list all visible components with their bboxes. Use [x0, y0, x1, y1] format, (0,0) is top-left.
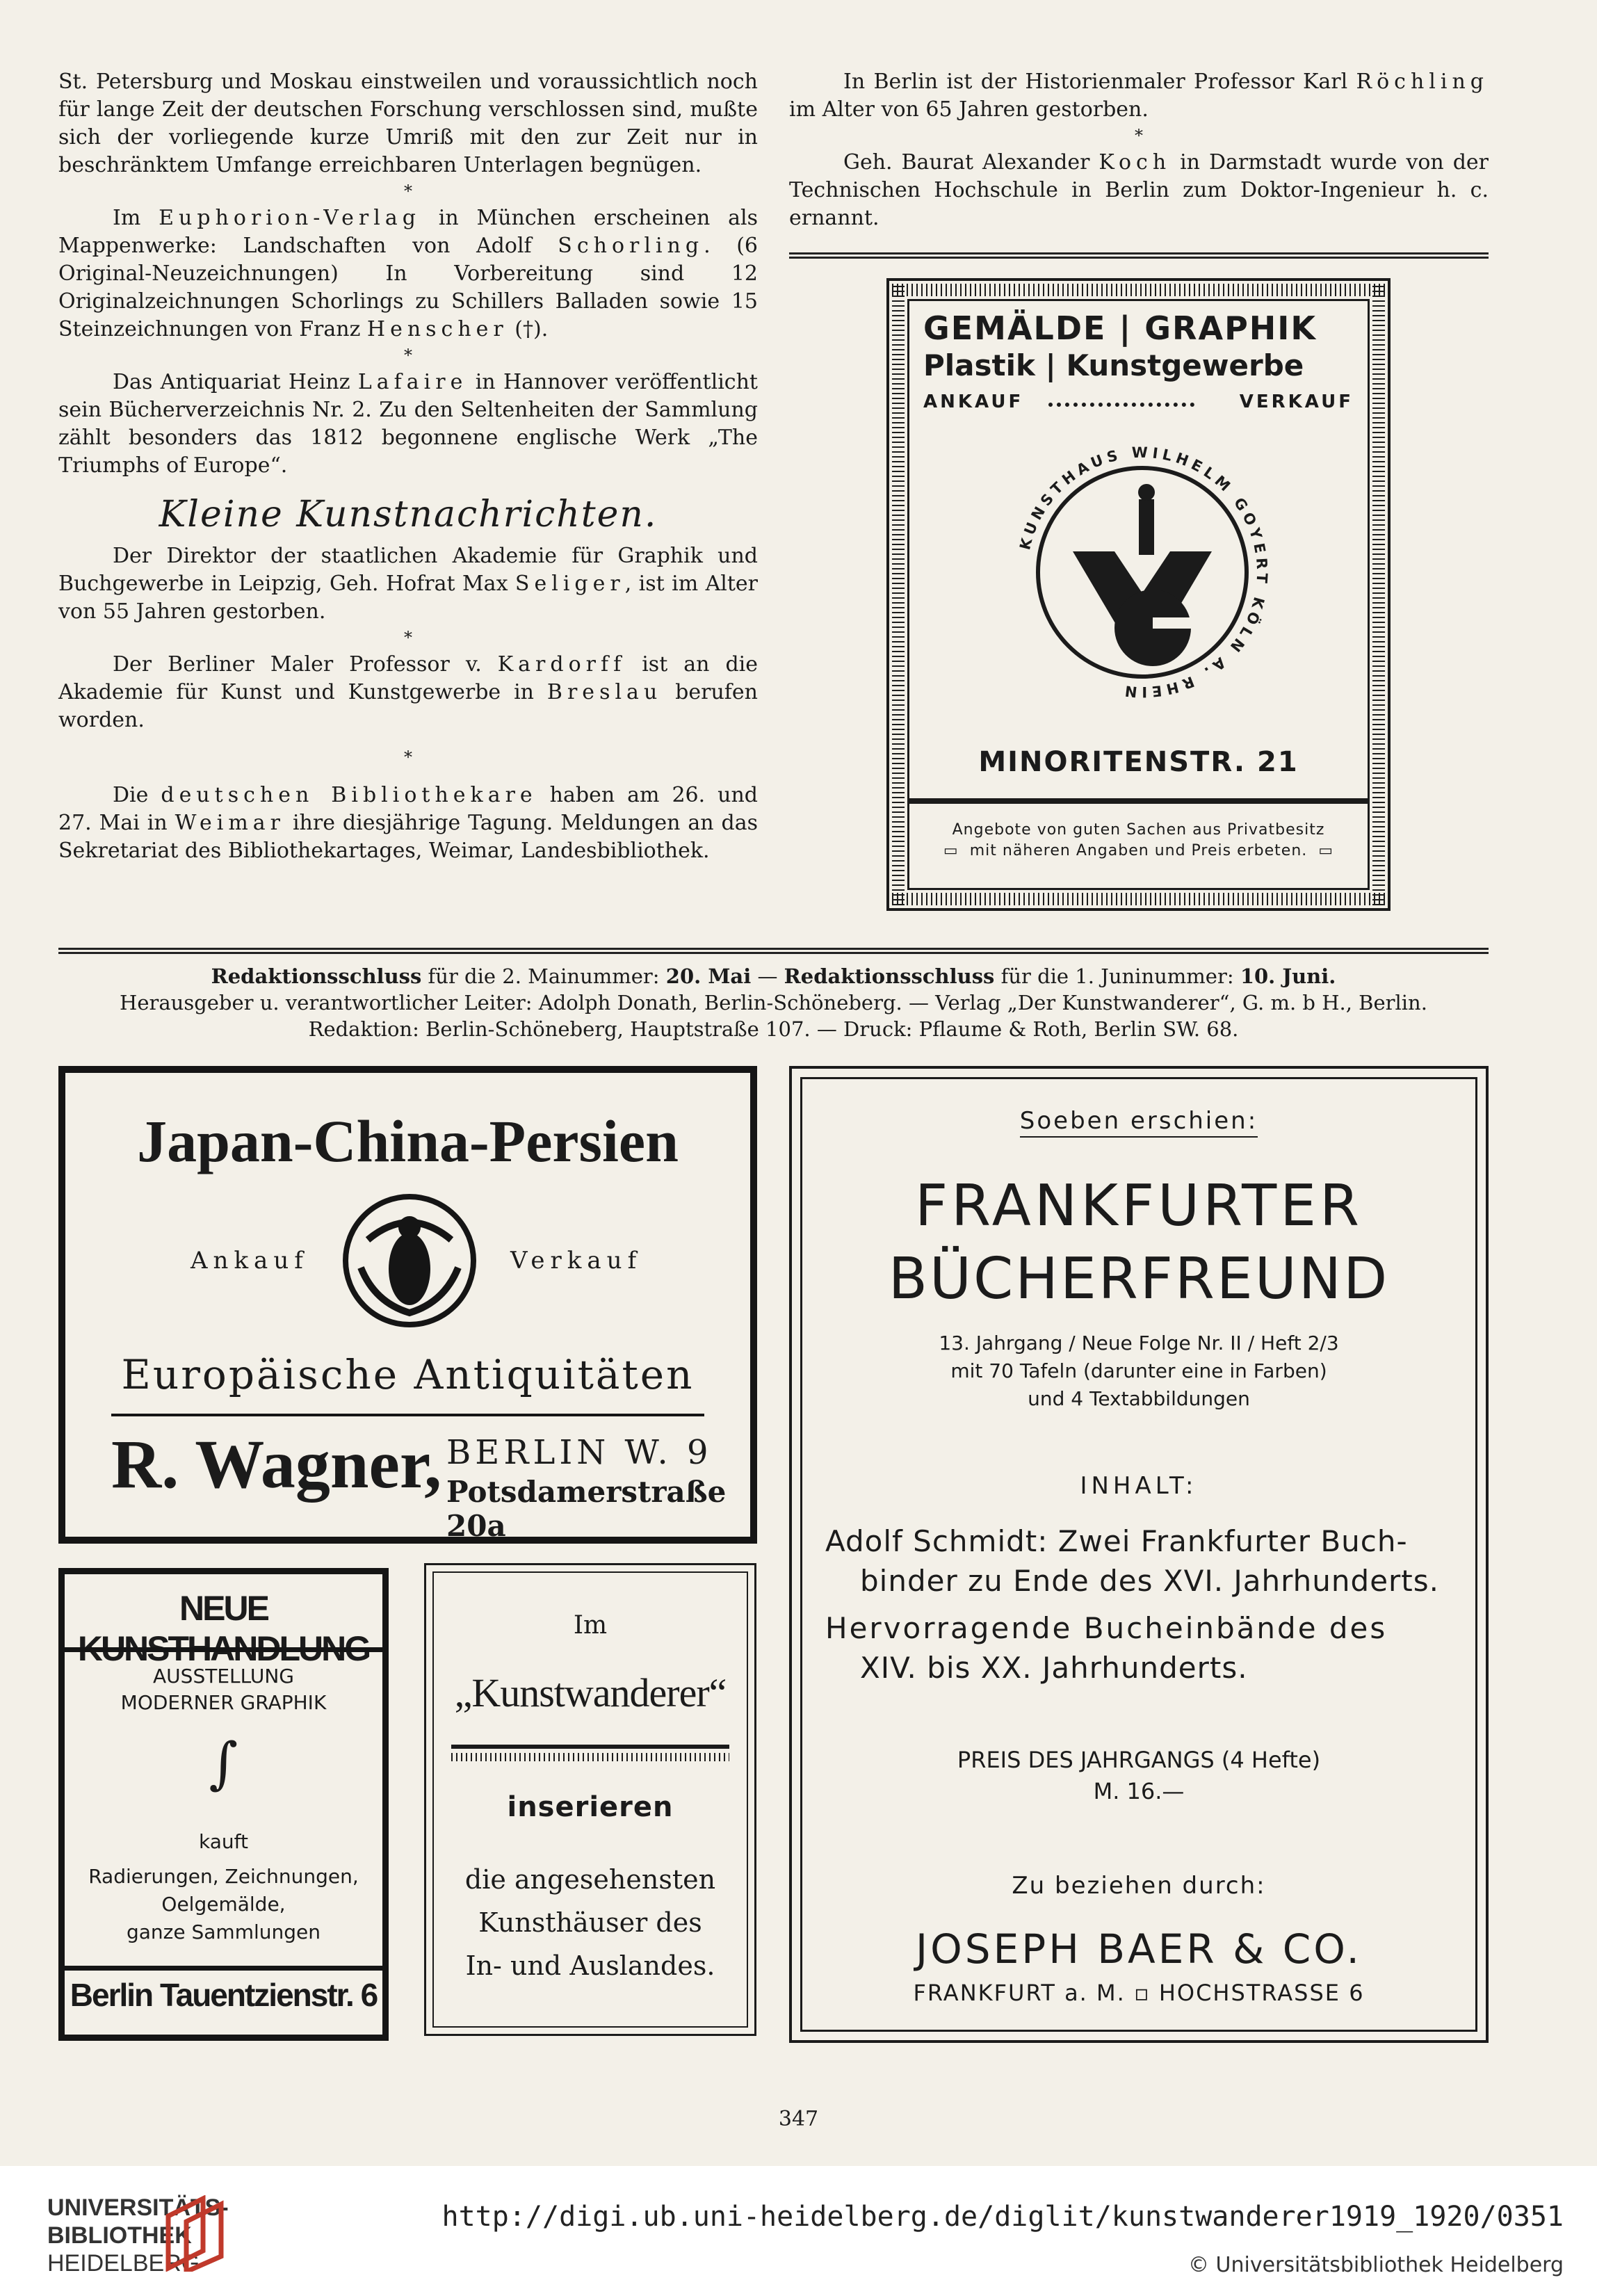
copyright: © Universitätsbibliothek Heidelberg	[1187, 2253, 1564, 2277]
ad-ff-bezug: Zu beziehen durch:	[1012, 1872, 1266, 1900]
page-number: 347	[778, 2107, 819, 2131]
ad-ff-price2: M. 16.—	[1093, 1778, 1185, 1804]
ad-ff-title1: FRANKFURTER	[914, 1173, 1363, 1239]
column-rule	[789, 252, 1489, 259]
paragraph: Der Direktor der staatlichen Akademie für Graphik und Buchgewerbe in Leipzig, Geh. Hofrat Max Seliger, ist im Alter von 55 Jahren gestorben.	[58, 544, 758, 624]
library-name-2: BIBLIOTHEK	[47, 2222, 192, 2249]
ad-wagner	[58, 1066, 757, 1544]
ad-kw-hatch	[451, 1753, 729, 1761]
ad-neue-rule-top	[65, 1647, 382, 1652]
ad-ff-inhalt: INHALT:	[1080, 1472, 1198, 1500]
ad-neue-kauft: kauft	[199, 1830, 248, 1853]
notice-rule	[58, 948, 1489, 954]
paragraph: Geh. Baurat Alexander Koch in Darmstadt wurde von der Technischen Hochschule in Berlin zum Doktor-Ingenieur h. c. ernannt.	[789, 150, 1489, 230]
hatch-border-bottom	[892, 893, 1385, 905]
ad-kw-rule	[451, 1745, 729, 1749]
ad-goyert-inner	[907, 299, 1370, 890]
ad-ff-address: FRANKFURT a. M. ▫ HOCHSTRASSE 6	[913, 1980, 1365, 2006]
section-heading: Kleine Kunstnachrichten.	[159, 494, 658, 535]
ad-wagner-title: Japan-China-Persien	[137, 1108, 679, 1174]
paragraph: Im Euphorion-Verlag in München erscheinen als Mappenwerke: Landschaften von Adolf Schorling. (6 Original-Neuzeichnungen) In Vorbereitung sind 12 Originalzeichnungen Schorlings zu Schillers Balladen sowie 15 Steinzeichnungen von Franz Henscher (†).	[58, 206, 758, 341]
footer-bar	[0, 2166, 1597, 2296]
ad-ff-firm: JOSEPH BAER & CO.	[916, 1925, 1362, 1973]
goyert-logo	[996, 426, 1288, 718]
dotted-leader	[1048, 403, 1194, 407]
hatch-border-right	[1372, 284, 1385, 905]
ad-neue-l5: ganze Sammlungen	[126, 1921, 321, 1943]
ad-wagner-street: Potsdamerstraße 20a	[446, 1475, 727, 1543]
ad-wagner-ankauf: Ankauf	[190, 1247, 309, 1275]
hatch-border-left	[892, 284, 905, 905]
ad-kw-name: „Kunstwanderer“	[454, 1670, 727, 1715]
ad-kw-l1: die angesehensten	[464, 1864, 716, 1895]
squiggle-icon: ∫	[209, 1731, 238, 1795]
ad-neue-title: NEUE KUNSTHANDLUNG	[77, 1589, 370, 1668]
paragraph: Die deutschen Bibliothekare haben am 26. und 27. Mai in Weimar ihre diesjährige Tagung. Meldungen an das Sekretariat des Bibliothekartages, Weimar, Landesbibliothek.	[58, 783, 758, 863]
ad-wagner-rule	[111, 1414, 704, 1416]
ad-neue-kunsthandlung	[58, 1568, 389, 2041]
source-url[interactable]: http://digi.ub.uni-heidelberg.de/diglit/kunstwanderer1919_1920/0351	[441, 2201, 1564, 2233]
notice-publisher: Herausgeber u. verantwortlicher Leiter: Adolph Donath, Berlin-Schöneberg. — Verlag „Der Kunstwanderer“, G. m. b H., Berlin.	[120, 991, 1427, 1014]
crest-icon	[340, 1191, 479, 1330]
hatch-divider	[909, 798, 1368, 804]
ad-kunstwanderer	[424, 1563, 756, 2036]
hatch-border-top	[892, 284, 1385, 296]
paragraph: In Berlin ist der Historienmaler Professor Karl Röchling im Alter von 65 Jahren gestorben.	[789, 70, 1489, 122]
ad-ff-price1: PREIS DES JAHRGANGS (4 Hefte)	[957, 1747, 1321, 1773]
ad-ff-item1b: binder zu Ende des XVI. Jahrhunderts.	[860, 1564, 1440, 1598]
ad-kw-inserieren: inserieren	[507, 1791, 674, 1823]
ad-ff-item1a: Adolf Schmidt: Zwei Frankfurter Buch-	[825, 1524, 1408, 1558]
ad-ff-meta2: mit 70 Tafeln (darunter eine in Farben)	[950, 1359, 1327, 1382]
ad-neue-l2: MODERNER GRAPHIK	[120, 1691, 327, 1714]
paragraph: St. Petersburg und Moskau einstweilen und voraussichtlich noch für lange Zeit der deutschen Forschung verschlossen sind, mußte sich der vorliegende kurze Umriß mit den zur Zeit nur in beschränktem Umfange erreichbaren Unterlagen begnügen.	[58, 70, 758, 177]
separator-star: *	[404, 747, 412, 767]
ad-frankfurter	[789, 1066, 1489, 2043]
notice-editorial: Redaktion: Berlin-Schöneberg, Hauptstraße 107. — Druck: Pflaume & Roth, Berlin SW. 68.	[308, 1017, 1239, 1041]
ad-goyert-note1: Angebote von guten Sachen aus Privatbesitz	[952, 821, 1325, 839]
ring-text: KUNSTHAUS WILHELM GOYERT KÖLN A. RHEIN	[1016, 444, 1271, 701]
ad-kw-l3: In- und Auslandes.	[465, 1950, 715, 1981]
ad-ff-soeben: Soeben erschien:	[792, 1107, 1486, 1135]
ad-neue-address: Berlin Tauentzienstr. 6	[70, 1977, 378, 2013]
ad-goyert-line1: GEMÄLDE | GRAPHIK	[923, 309, 1318, 347]
ad-goyert-address: MINORITENSTR. 21	[978, 746, 1299, 778]
ad-neue-l4: Oelgemälde,	[161, 1893, 286, 1916]
library-name-3: HEIDELBERG	[47, 2250, 200, 2277]
ad-goyert-verkauf: VERKAUF	[1239, 391, 1354, 412]
ad-goyert-line2: Plastik | Kunstgewerbe	[923, 348, 1304, 382]
separator-star: *	[404, 628, 412, 647]
separator-star: *	[404, 181, 412, 201]
library-logo-icon	[161, 2195, 228, 2272]
ad-goyert	[886, 278, 1391, 911]
library-name-1: UNIVERSITÄTS-	[47, 2194, 229, 2221]
right-column	[789, 68, 1489, 232]
ad-kw-im: Im	[573, 1611, 608, 1640]
ad-wagner-city: BERLIN W. 9	[446, 1433, 713, 1472]
ad-wagner-name: R. Wagner,	[111, 1425, 442, 1503]
editorial-notice	[58, 963, 1489, 1042]
ad-ff-title2: BÜCHERFREUND	[888, 1246, 1390, 1312]
ad-ff-item2b: XIV. bis XX. Jahrhunderts.	[860, 1651, 1248, 1685]
ad-ff-meta1: 13. Jahrgang / Neue Folge Nr. II / Heft 2/3	[939, 1332, 1339, 1355]
ad-neue-l1: AUSSTELLUNG	[153, 1665, 294, 1688]
ad-goyert-ankauf: ANKAUF	[923, 391, 1024, 412]
ad-ff-item2a: Hervorragende Bucheinbände des	[825, 1611, 1388, 1645]
ad-neue-l3: Radierungen, Zeichnungen,	[88, 1865, 359, 1888]
notice-deadlines: Redaktionsschluss für die 2. Mainummer: 20. Mai — Redaktionsschluss für die 1. Juninummer: 10. Juni.	[211, 964, 1336, 988]
separator-star: *	[1135, 126, 1143, 145]
ad-kw-l2: Kunsthäuser des	[478, 1907, 702, 1938]
separator-star: *	[404, 346, 412, 365]
paragraph: Der Berliner Maler Professor v. Kardorff ist an die Akademie für Kunst und Kunstgewerbe in Breslau berufen worden.	[58, 652, 758, 732]
ad-wagner-verkauf: Verkauf	[510, 1247, 642, 1275]
ad-ff-meta3: und 4 Textabbildungen	[1028, 1387, 1250, 1410]
ad-neue-rule-bottom	[65, 1966, 382, 1971]
left-column	[58, 68, 758, 865]
ad-goyert-note2: ▭ mit näheren Angaben und Preis erbeten. ▭	[943, 842, 1334, 859]
paragraph: Das Antiquariat Heinz Lafaire in Hannover veröffentlicht sein Bücherverzeichnis Nr. 2. Zu den Seltenheiten der Sammlung zählt besonders das 1812 begonnene englische Werk „The Triumphs of Europe“.	[58, 370, 758, 478]
ad-wagner-subtitle: Europäische Antiquitäten	[121, 1351, 695, 1398]
